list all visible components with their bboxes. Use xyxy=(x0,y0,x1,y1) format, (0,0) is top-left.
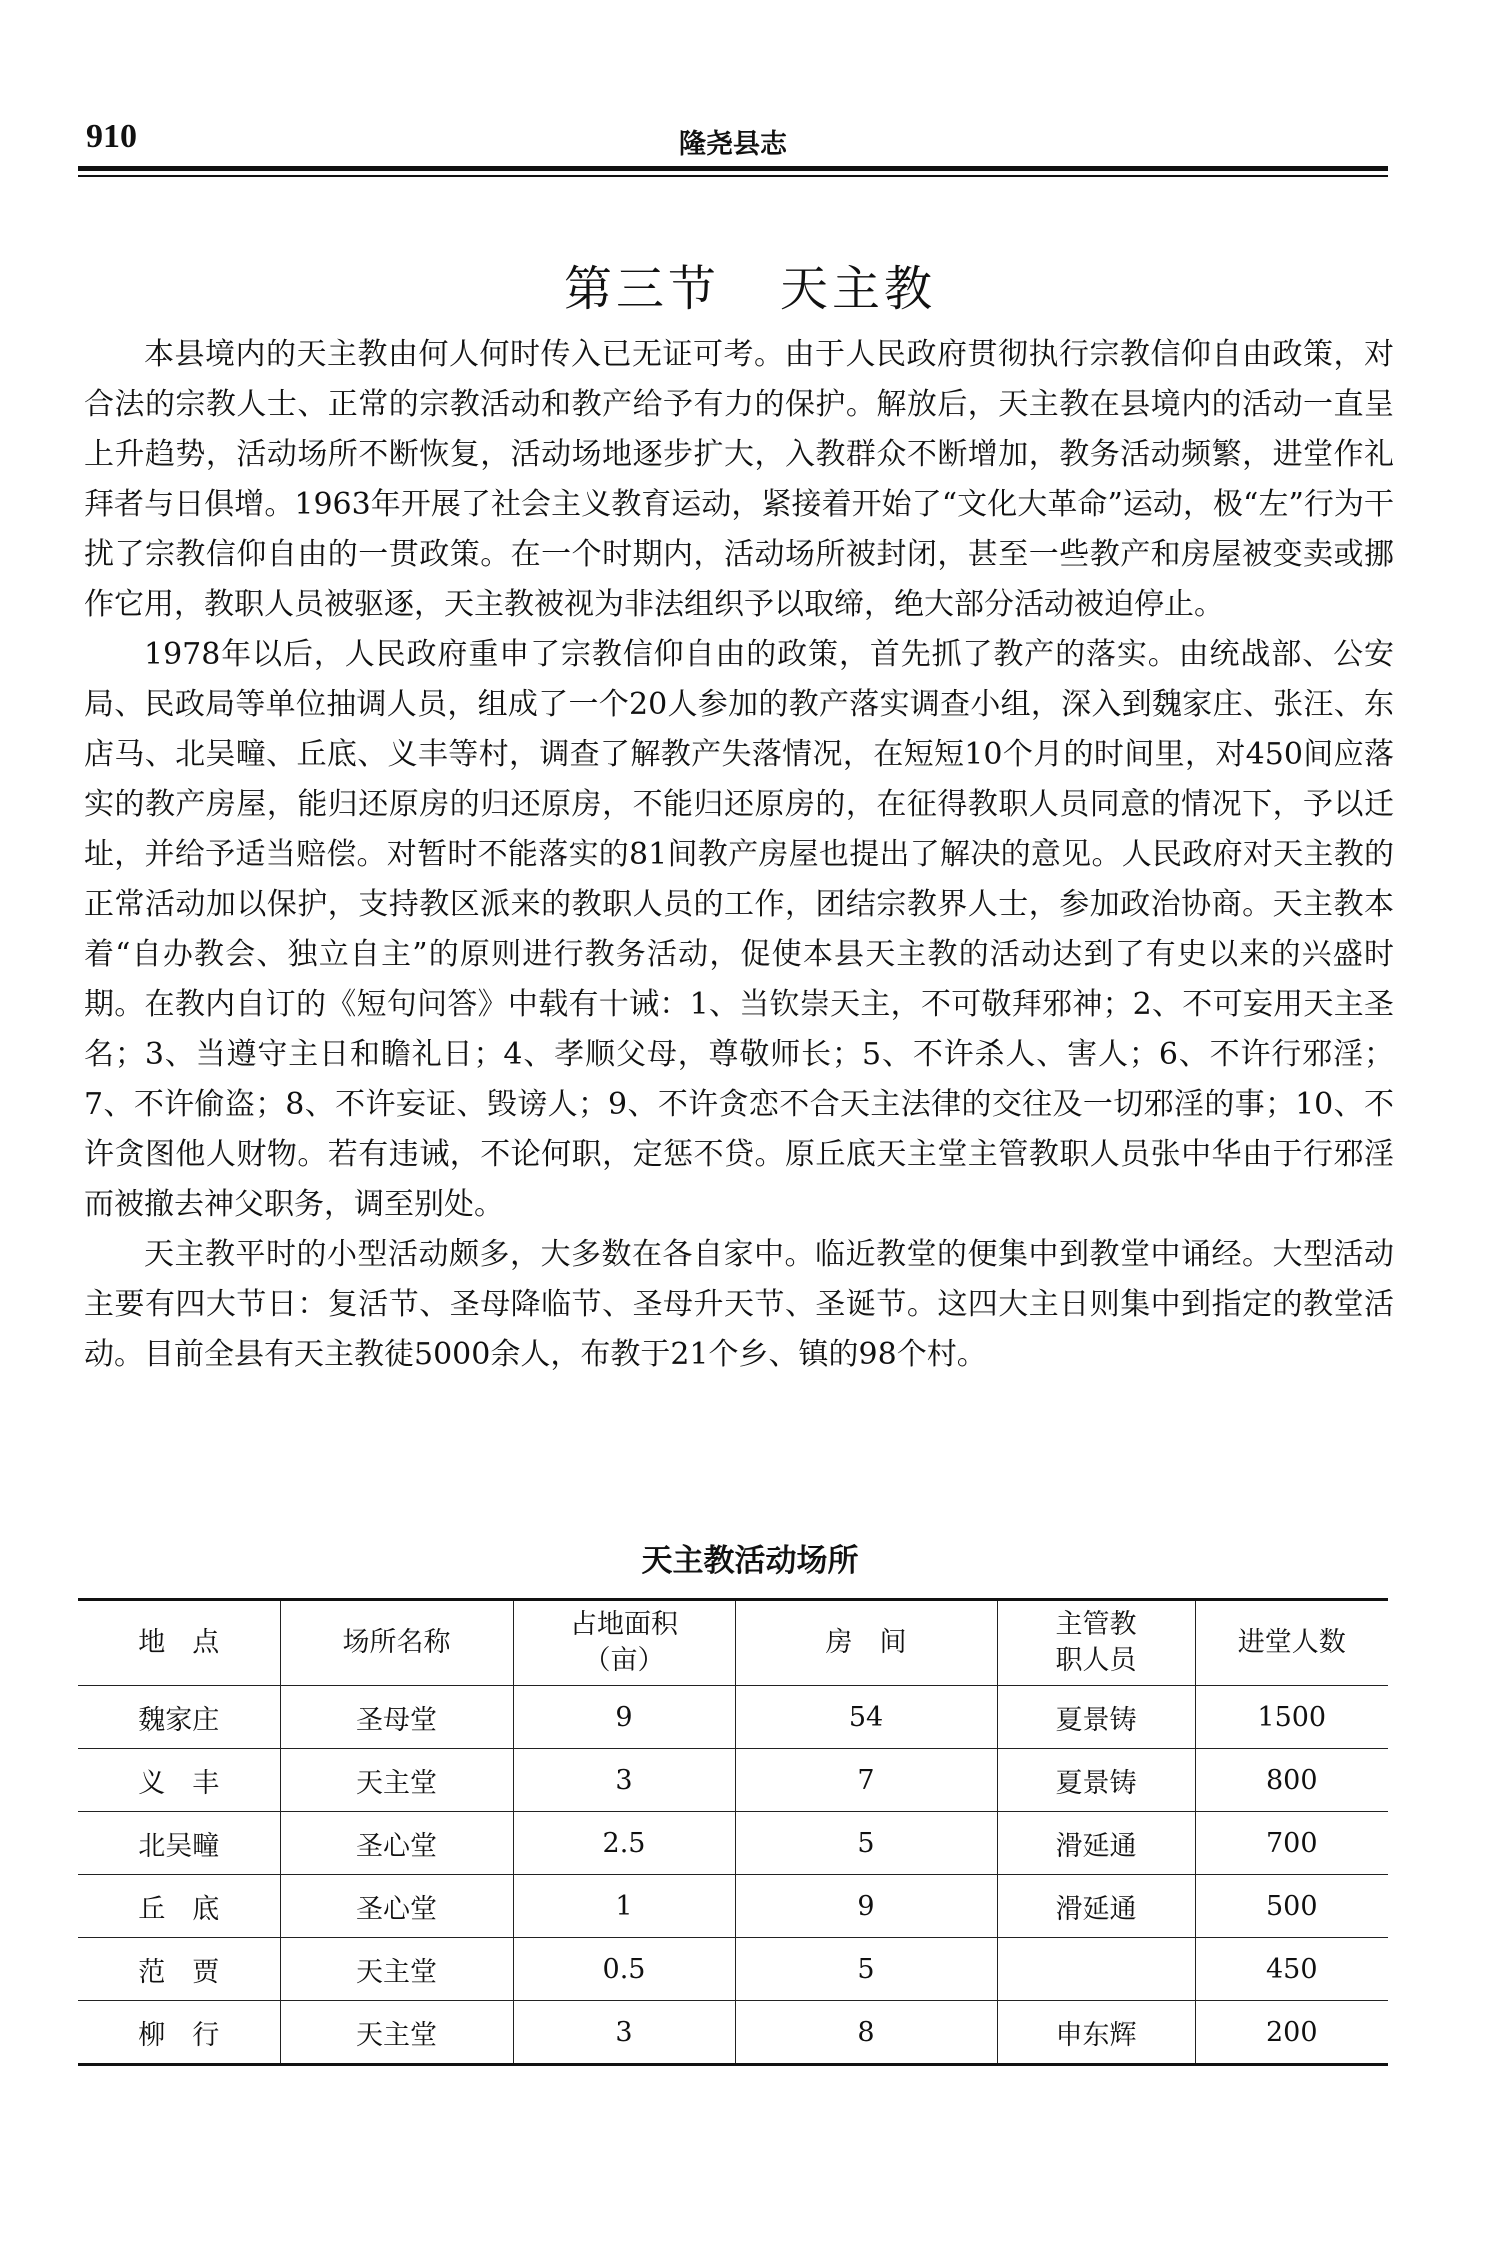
cell-attendance: 800 xyxy=(1195,1749,1388,1812)
header-rule-thick xyxy=(78,166,1388,171)
cell-venue-name: 圣母堂 xyxy=(280,1686,513,1749)
cell-staff xyxy=(997,1938,1195,2001)
cell-location: 北吴疃 xyxy=(78,1812,280,1875)
cell-attendance: 500 xyxy=(1195,1875,1388,1938)
cell-rooms: 5 xyxy=(735,1812,997,1875)
table-row xyxy=(78,2001,1388,2065)
cell-location: 范 贾 xyxy=(78,1938,280,2001)
cell-area: 1 xyxy=(513,1875,735,1938)
running-title: 隆尧县志 xyxy=(679,129,787,160)
section-title xyxy=(0,250,1500,319)
cell-venue-name: 天主堂 xyxy=(280,2001,513,2065)
header-rule-thin xyxy=(78,175,1388,177)
header-area xyxy=(513,1600,735,1686)
cell-location: 义 丰 xyxy=(78,1749,280,1812)
cell-location: 魏家庄 xyxy=(78,1686,280,1749)
cell-staff: 夏景铸 xyxy=(997,1749,1195,1812)
paragraph-2: 1978年以后，人民政府重申了宗教信仰自由的政策，首先抓了教产的落实。由统战部、公安局、民政局等单位抽调人员，组成了一个20人参加的教产落实调查小组，深入到魏家庄、张汪、东店马、北吴疃、丘底、义丰等村，调查了解教产失落情况，在短短10个月的时间里，对450间应落实的教产房屋，能归还原房的归还原房，不能归还原房的，在征得教职人员同意的情况下，予以迁址，并给予适当赔偿。对暂时不能落实的81间教产房屋也提出了解决的意见。人民政府对天主教的正常活动加以保护，支持教区派来的教职人员的工作，团结宗教界人士，参加政治协商。天主教本着“自办教会、独立自主”的原则进行教务活动，促使本县天主教的活动达到了有史以来的兴盛时期。在教内自订的《短句问答》中载有十诫：1、当钦崇天主，不可敬拜邪神；2、不可妄用天主圣名；3、当遵守主日和瞻礼日；4、孝顺父母，尊敬师长；5、不许杀人、害人；6、不许行邪淫；7、不许偷盗；8、不许妄证、毁谤人；9、不许贪恋不合天主法律的交往及一切邪淫的事；10、不许贪图他人财物。若有违诫，不论何职，定惩不贷。原丘底天主堂主管教职人员张中华由于行邪淫而被撤去神父职务，调至别处。 xyxy=(84,637,1394,1222)
cell-rooms: 5 xyxy=(735,1938,997,2001)
section-name: 天主教 xyxy=(780,261,937,318)
header-area-line2: （亩） xyxy=(583,1645,665,1676)
table-row xyxy=(78,1812,1388,1875)
page-header xyxy=(78,112,1388,162)
cell-venue-name: 圣心堂 xyxy=(280,1875,513,1938)
table-row xyxy=(78,1875,1388,1938)
cell-rooms: 9 xyxy=(735,1875,997,1938)
section-number: 第三节 xyxy=(563,261,720,318)
page-number: 910 xyxy=(86,118,137,155)
cell-rooms: 54 xyxy=(735,1686,997,1749)
paragraph-3: 天主教平时的小型活动颇多，大多数在各自家中。临近教堂的便集中到教堂中诵经。大型活动主要有四大节日：复活节、圣母降临节、圣母升天节、圣诞节。这四大主日则集中到指定的教堂活动。目前全县有天主教徒5000余人，布教于21个乡、镇的98个村。 xyxy=(84,1237,1394,1372)
cell-attendance: 200 xyxy=(1195,2001,1388,2065)
cell-location: 柳 行 xyxy=(138,2019,220,2051)
cell-area: 3 xyxy=(513,1749,735,1812)
header-rooms: 房 间 xyxy=(735,1600,997,1686)
cell-venue-name: 天主堂 xyxy=(280,1749,513,1812)
table-row xyxy=(78,1749,1388,1812)
table-row xyxy=(78,1938,1388,2001)
header-staff-line2: 职人员 xyxy=(1055,1645,1137,1676)
cell-attendance: 1500 xyxy=(1195,1686,1388,1749)
body-text xyxy=(84,330,1394,1380)
cell-staff: 申东辉 xyxy=(997,2001,1195,2065)
cell-venue-name: 天主堂 xyxy=(280,1938,513,2001)
cell-area: 0.5 xyxy=(513,1938,735,2001)
header-area-line1: 占地面积 xyxy=(570,1609,678,1640)
header-location: 地 点 xyxy=(78,1600,280,1686)
cell-location: 丘 底 xyxy=(78,1875,280,1938)
header-venue-name: 场所名称 xyxy=(280,1600,513,1686)
table-row xyxy=(78,1686,1388,1749)
cell-staff: 滑延通 xyxy=(997,1812,1195,1875)
activity-sites-table xyxy=(78,1598,1388,2066)
cell-rooms: 7 xyxy=(735,1749,997,1812)
header-staff-line1: 主管教 xyxy=(1055,1609,1137,1640)
table-header-row xyxy=(78,1600,1388,1686)
header-attendance: 进堂人数 xyxy=(1195,1600,1388,1686)
cell-area: 3 xyxy=(513,2001,735,2065)
cell-staff: 滑延通 xyxy=(997,1875,1195,1938)
cell-venue-name: 圣心堂 xyxy=(280,1812,513,1875)
paragraph-1: 本县境内的天主教由何人何时传入已无证可考。由于人民政府贯彻执行宗教信仰自由政策，对合法的宗教人士、正常的宗教活动和教产给予有力的保护。解放后，天主教在县境内的活动一直呈上升趋势，活动场所不断恢复，活动场地逐步扩大，入教群众不断增加，教务活动频繁，进堂作礼拜者与日俱增。1963年开展了社会主义教育运动，紧接着开始了“文化大革命”运动，极“左”行为干扰了宗教信仰自由的一贯政策。在一个时期内，活动场所被封闭，甚至一些教产和房屋被变卖或挪作它用，教职人员被驱逐，天主教被视为非法组织予以取缔，绝大部分活动被迫停止。 xyxy=(84,337,1394,622)
cell-area: 9 xyxy=(513,1686,735,1749)
cell-rooms: 8 xyxy=(735,2001,997,2065)
cell-attendance: 450 xyxy=(1195,1938,1388,2001)
cell-attendance: 700 xyxy=(1195,1812,1388,1875)
cell-staff: 夏景铸 xyxy=(997,1686,1195,1749)
header-staff xyxy=(997,1600,1195,1686)
table-title: 天主教活动场所 xyxy=(641,1543,859,1579)
cell-area: 2.5 xyxy=(513,1812,735,1875)
